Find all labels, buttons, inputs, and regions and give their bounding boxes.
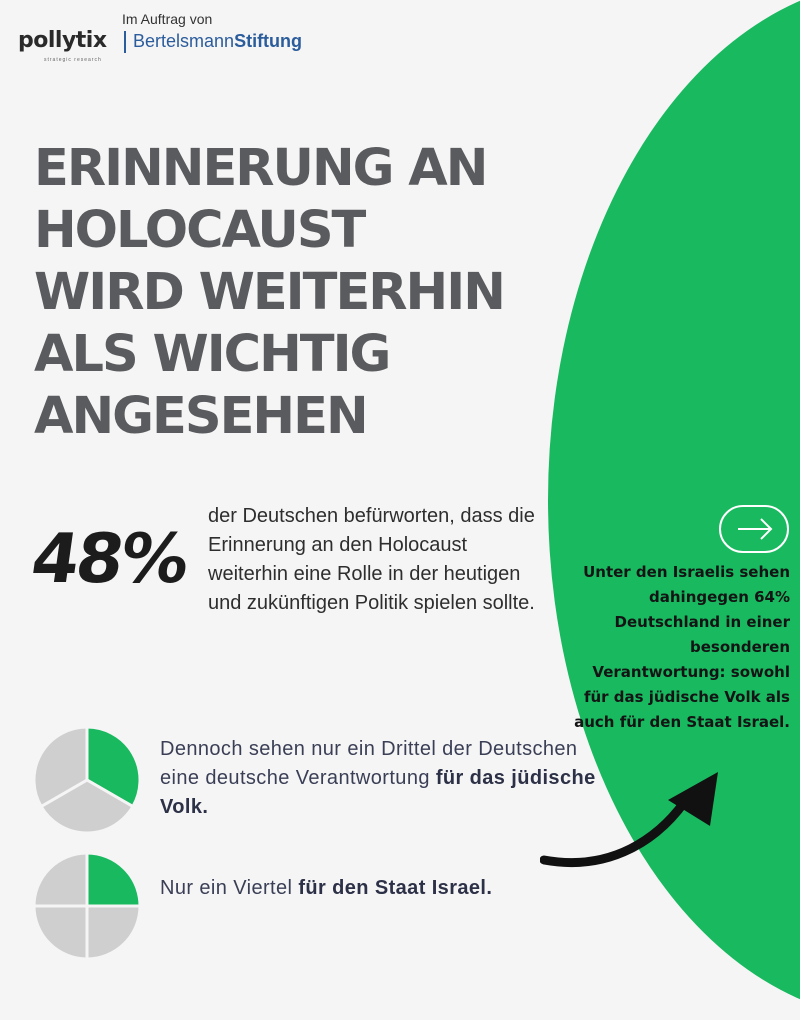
stat-one-quarter-bold: für den Staat Israel. [298,877,493,899]
curved-arrow-icon [540,760,730,890]
stat-one-quarter-regular: Nur ein Viertel [160,877,299,899]
pie-one-quarter-icon [33,852,141,960]
stat-one-third-text [160,735,600,822]
pie-one-quarter-slice [87,906,140,959]
headline-line: ALS WICHTIG [34,325,390,384]
arrow-right-icon [721,507,787,551]
bertelsmann-stiftung-logo [133,31,302,52]
key-percentage: 48% [26,520,192,599]
stat-one-quarter-text [160,877,492,900]
pollytix-logo-subtitle: strategic research [44,57,102,63]
pie-one-quarter-highlight-slice [87,853,140,906]
page-headline [34,138,554,448]
next-button[interactable] [719,505,789,553]
headline-line: WIRD WEITERHIN [34,263,504,322]
pie-one-quarter-slice [34,853,87,906]
partner-divider [124,31,126,53]
stat-one-third-bold: für das jüdische Volk. [160,767,596,818]
headline-line: HOLOCAUST [34,201,365,260]
partner-name-regular: Bertelsmann [133,31,235,51]
pollytix-logo: pollytix [18,28,107,53]
key-stat-description: der Deutschen befürworten, dass die Erinnerung an den Holocaust weiterhin eine Rolle in der heutigen und zukünftigen Politik spielen sollte. [208,505,535,614]
headline-line: ANGESEHEN [34,387,367,446]
headline-line: ERINNERUNG AN [34,139,487,198]
partner-name-bold: Stiftung [234,31,303,51]
pie-one-quarter-slice [34,906,87,959]
pie-one-third-icon [33,726,141,834]
stat-one-third-regular: Dennoch sehen nur ein Drittel der Deutschen eine deutsche Verantwortung [160,738,578,789]
israel-stat-text: Unter den Israelis sehen dahingegen 64% Deutschland in einer besonderen Verantwortung: sowohl für das jüdische Volk als auch für den Staat Israel. [574,563,790,731]
commissioned-by-label: Im Auftrag von [122,11,213,27]
